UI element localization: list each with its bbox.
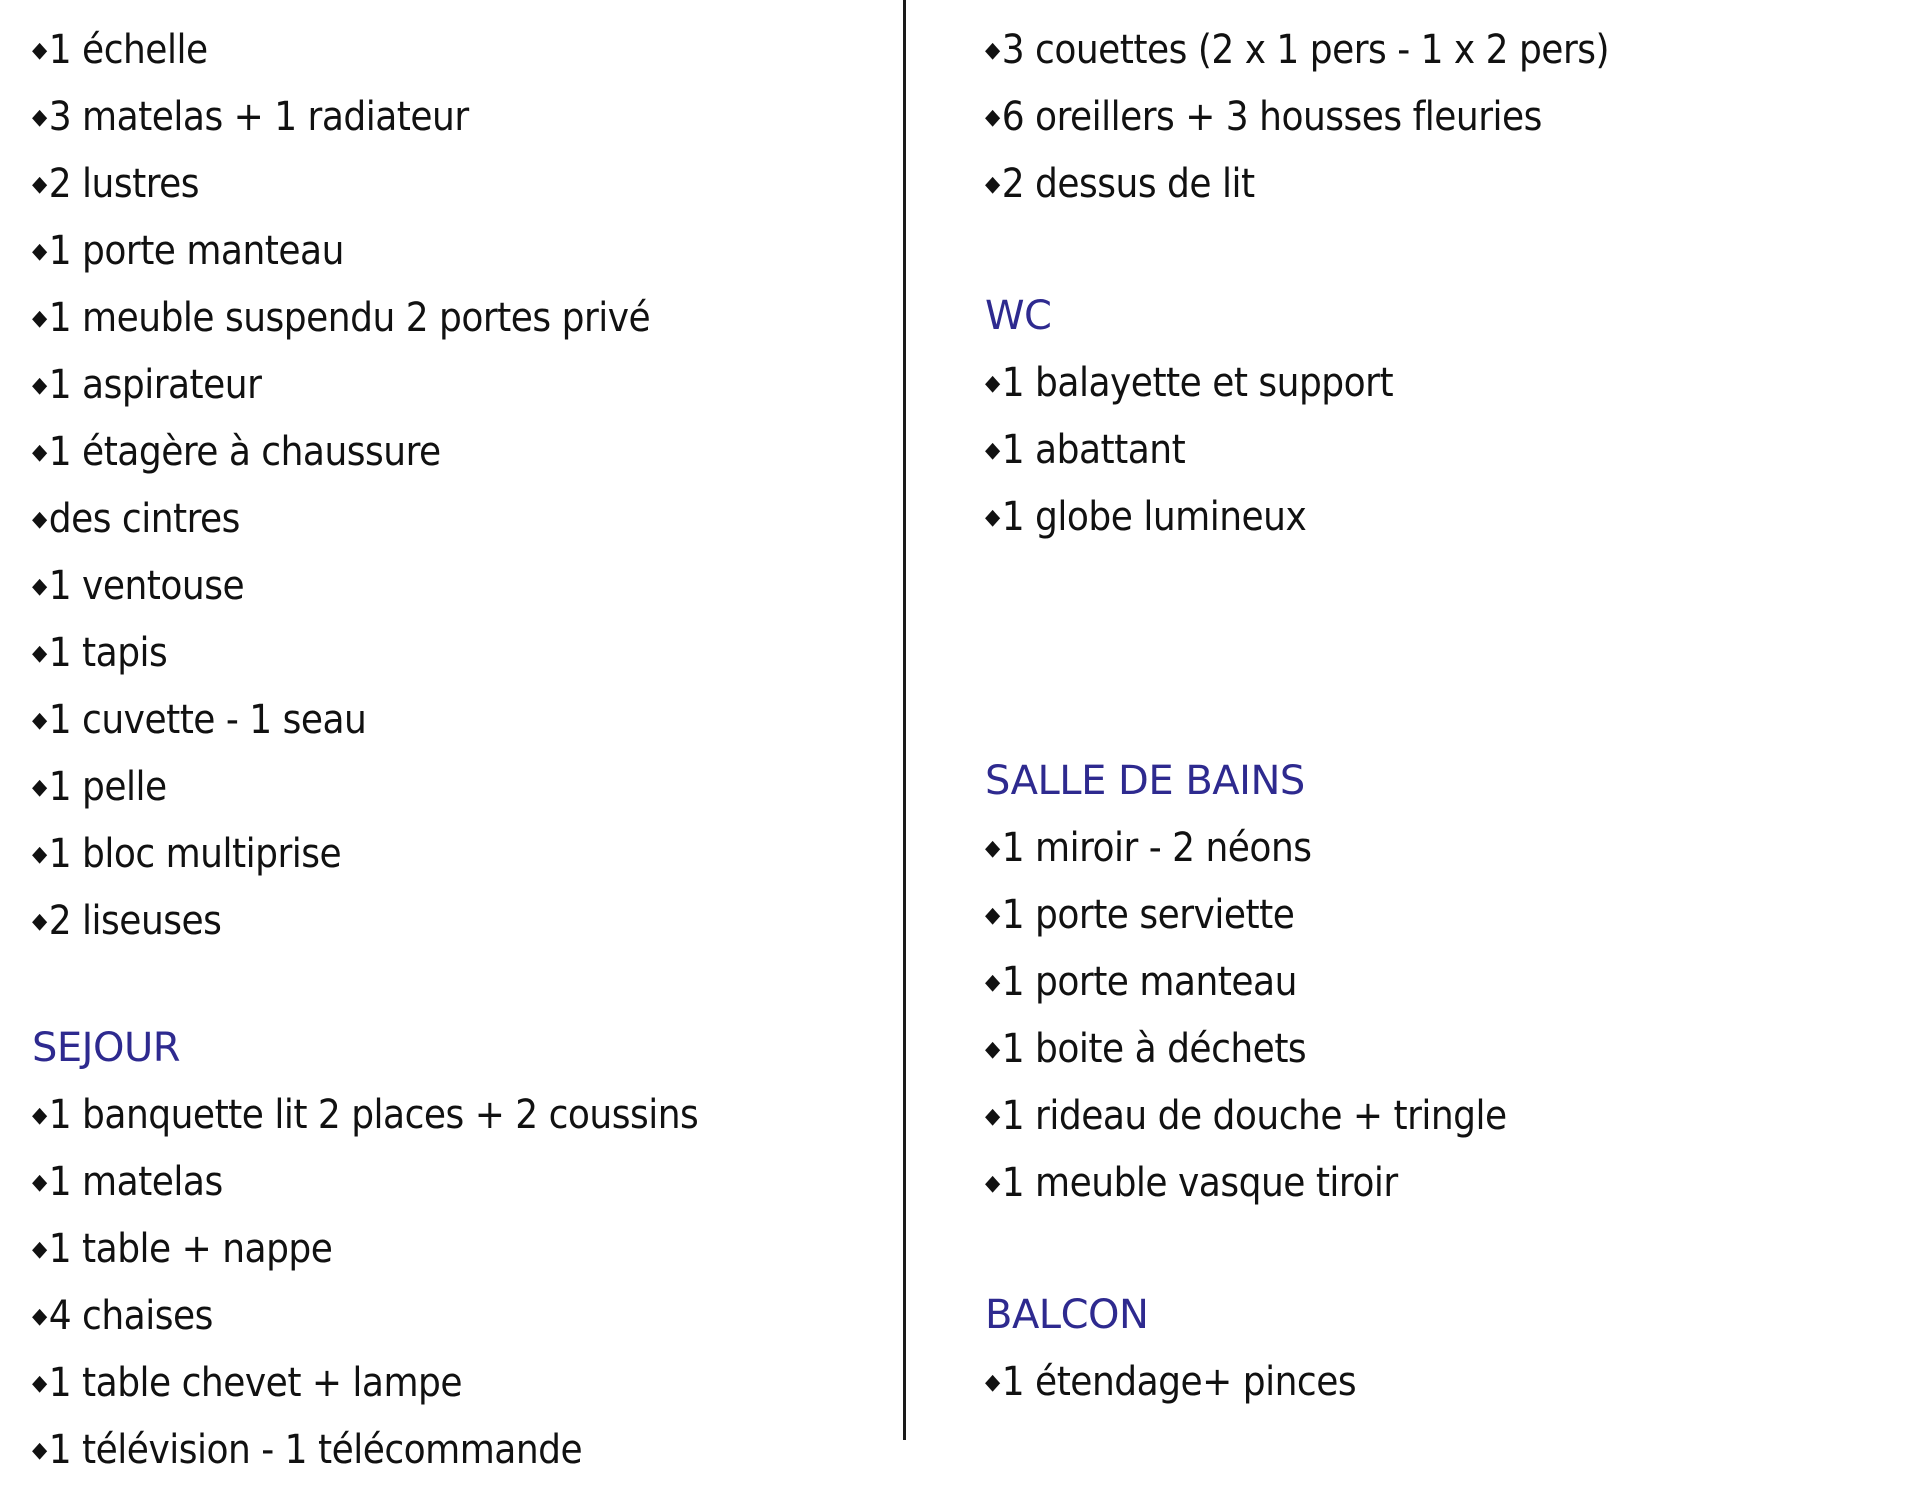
- bullet-icon: ◆: [985, 105, 1000, 130]
- list-item-text: 3 couettes (2 x 1 pers - 1 x 2 pers): [1001, 27, 1610, 73]
- list-item: [985, 1021, 1306, 1077]
- bullet-icon: ◆: [985, 1171, 1000, 1196]
- list-item: [985, 1088, 1507, 1144]
- list-item: [32, 290, 650, 346]
- list-item-text: 1 échelle: [48, 27, 208, 73]
- list-item-text: 1 matelas: [48, 1159, 223, 1205]
- list-item-text: 3 matelas + 1 radiateur: [48, 94, 469, 140]
- section-heading-balcon: BALCON: [985, 1292, 1149, 1338]
- bullet-icon: ◆: [985, 1104, 1000, 1129]
- list-item-text: 1 meuble suspendu 2 portes privé: [48, 295, 651, 341]
- list-item: [32, 759, 167, 815]
- list-item: [32, 357, 261, 413]
- list-item: [32, 893, 221, 949]
- bullet-icon: ◆: [985, 970, 1000, 995]
- bullet-icon: ◆: [32, 708, 47, 733]
- list-item-text: 1 miroir - 2 néons: [1001, 825, 1312, 871]
- list-item: [32, 826, 341, 882]
- bullet-icon: ◆: [985, 438, 1000, 463]
- list-item: [32, 89, 469, 145]
- bullet-icon: ◆: [32, 38, 47, 63]
- list-item: [32, 1154, 223, 1210]
- list-item: [32, 156, 199, 212]
- list-item: [985, 1354, 1356, 1410]
- list-item: [985, 89, 1542, 145]
- list-item-text: 1 étendage+ pinces: [1001, 1359, 1357, 1405]
- bullet-icon: ◆: [32, 842, 47, 867]
- list-item-text: 2 lustres: [48, 161, 200, 207]
- list-item-text: 1 table + nappe: [48, 1226, 333, 1272]
- bullet-icon: ◆: [32, 574, 47, 599]
- bullet-icon: ◆: [985, 172, 1000, 197]
- section-heading-wc: WC: [985, 293, 1052, 339]
- list-item: [32, 692, 366, 748]
- bullet-icon: ◆: [985, 505, 1000, 530]
- list-item-text: 1 ventouse: [48, 563, 245, 609]
- bullet-icon: ◆: [32, 1237, 47, 1262]
- list-item-text: 1 télévision - 1 télécommande: [48, 1427, 583, 1473]
- list-item: [985, 820, 1312, 876]
- bullet-icon: ◆: [32, 507, 47, 532]
- bullet-icon: ◆: [985, 1037, 1000, 1062]
- list-item-text: 1 abattant: [1001, 427, 1186, 473]
- list-item: [985, 1155, 1398, 1211]
- list-item-text: 2 liseuses: [48, 898, 222, 944]
- list-item: [985, 954, 1297, 1010]
- list-item: [32, 1221, 332, 1277]
- list-item-text: 1 aspirateur: [48, 362, 262, 408]
- list-item: [985, 489, 1306, 545]
- bullet-icon: ◆: [985, 903, 1000, 928]
- list-item: [32, 1288, 213, 1344]
- list-item-text: 1 table chevet + lampe: [48, 1360, 463, 1406]
- bullet-icon: ◆: [32, 775, 47, 800]
- list-item: [32, 491, 240, 547]
- list-item: [985, 355, 1393, 411]
- list-item-text: 1 pelle: [48, 764, 167, 810]
- bullet-icon: ◆: [32, 909, 47, 934]
- list-item: [32, 1355, 462, 1411]
- list-item-cut: [32, 1422, 582, 1478]
- list-item-text: 1 porte manteau: [48, 228, 344, 274]
- list-item-text: 1 meuble vasque tiroir: [1001, 1160, 1398, 1206]
- bullet-icon: ◆: [32, 1371, 47, 1396]
- section-heading-sejour: SEJOUR: [32, 1025, 181, 1071]
- bullet-icon: ◆: [985, 38, 1000, 63]
- list-item-text: 1 tapis: [48, 630, 168, 676]
- list-item: [32, 22, 208, 78]
- column-divider: [903, 0, 906, 1440]
- bullet-icon: ◆: [32, 1304, 47, 1329]
- list-item: [985, 156, 1255, 212]
- bullet-icon: ◆: [985, 1370, 1000, 1395]
- list-item-text: 1 balayette et support: [1001, 360, 1394, 406]
- list-item-text: 6 oreillers + 3 housses fleuries: [1001, 94, 1542, 140]
- list-item: [32, 625, 167, 681]
- bullet-icon: ◆: [32, 1170, 47, 1195]
- bullet-icon: ◆: [985, 836, 1000, 861]
- bullet-icon: ◆: [32, 1438, 47, 1463]
- list-item-text: 1 globe lumineux: [1001, 494, 1307, 540]
- section-heading-salle-de-bains: SALLE DE BAINS: [985, 758, 1305, 804]
- list-item: [985, 22, 1609, 78]
- list-item-text: des cintres: [48, 496, 240, 542]
- list-item-text: 4 chaises: [48, 1293, 213, 1339]
- list-item-text: 1 porte manteau: [1001, 959, 1297, 1005]
- list-item-text: 2 dessus de lit: [1001, 161, 1255, 207]
- list-item: [32, 223, 344, 279]
- list-item-text: 1 bloc multiprise: [48, 831, 342, 877]
- bullet-icon: ◆: [32, 239, 47, 264]
- list-item: [985, 422, 1185, 478]
- bullet-icon: ◆: [32, 105, 47, 130]
- list-item: [32, 424, 441, 480]
- list-item-text: 1 étagère à chaussure: [48, 429, 441, 475]
- list-item-text: 1 boite à déchets: [1001, 1026, 1307, 1072]
- bullet-icon: ◆: [32, 1103, 47, 1128]
- bullet-icon: ◆: [32, 641, 47, 666]
- bullet-icon: ◆: [32, 373, 47, 398]
- bullet-icon: ◆: [32, 440, 47, 465]
- bullet-icon: ◆: [32, 172, 47, 197]
- list-item: [32, 1087, 698, 1143]
- bullet-icon: ◆: [985, 371, 1000, 396]
- list-item: [32, 558, 244, 614]
- list-item-text: 1 cuvette - 1 seau: [48, 697, 367, 743]
- list-item-text: 1 porte serviette: [1001, 892, 1295, 938]
- list-item-text: 1 rideau de douche + tringle: [1001, 1093, 1507, 1139]
- bullet-icon: ◆: [32, 306, 47, 331]
- list-item-text: 1 banquette lit 2 places + 2 coussins: [48, 1092, 699, 1138]
- list-item: [985, 887, 1294, 943]
